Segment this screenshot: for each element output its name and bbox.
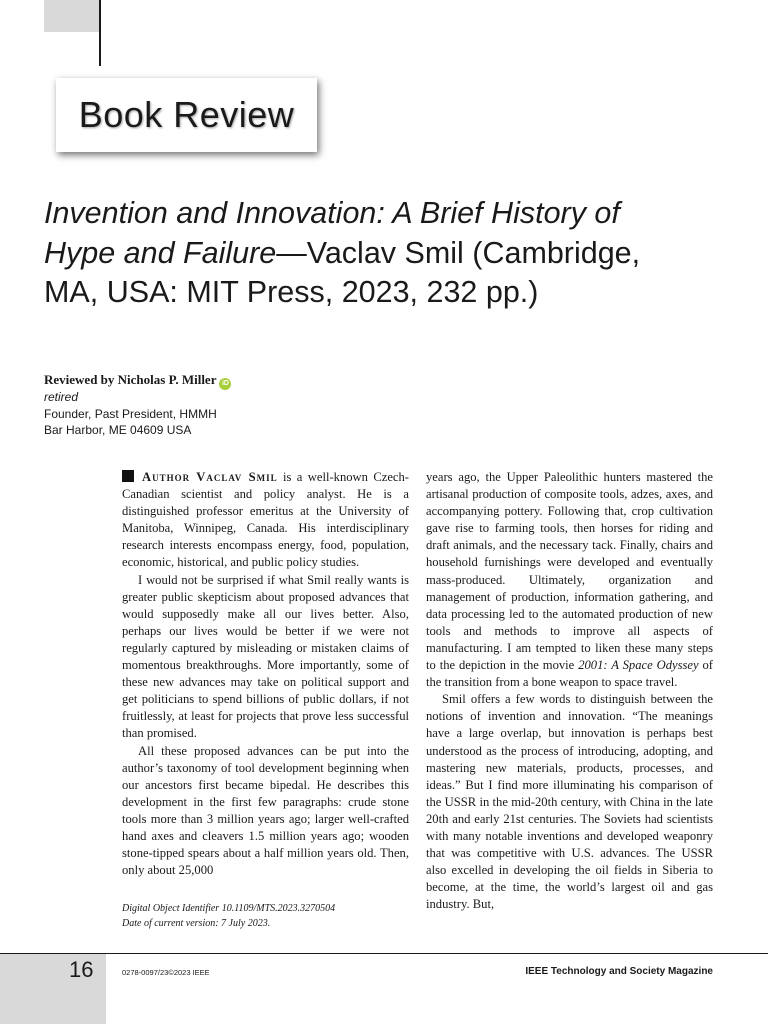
orcid-icon[interactable]: iD: [219, 378, 231, 390]
affiliation-line-2: Bar Harbor, ME 04609 USA: [44, 423, 192, 437]
header-gray-block: [44, 0, 99, 32]
lead-in: Author Vaclav Smil: [142, 470, 278, 484]
doi-line: Digital Object Identifier 10.1109/MTS.2023.3270504: [122, 903, 336, 914]
article-title: [44, 194, 684, 313]
page-number: 16: [69, 957, 94, 982]
affiliation-role: retired: [44, 390, 79, 404]
start-square-icon: [122, 470, 134, 482]
header-vertical-rule: [99, 0, 101, 66]
magazine-name: IEEE Technology and Society Magazine: [525, 966, 713, 977]
issn-copyright: 0278-0097/23©2023 IEEE: [122, 968, 210, 977]
date-line: Date of current version: 7 July 2023.: [122, 917, 271, 929]
affiliation-line-1: Founder, Past President, HMMH: [44, 406, 217, 421]
affiliation: [44, 389, 217, 439]
body-column-right: [426, 469, 713, 913]
paragraph-4: years ago, the Upper Paleolithic hunters mastered the artisanal production of composite tools, adzes, axes, and accompanying pottery. Following that, crop cultivation gave rise to farming tools, then horses for riding and draft animals, and the necessary tack. Finally, chairs and household furnishings were developed and eventually mass-produced. Ultimately, organization and management of production, information gathering, and data processing led to the automated production of new tools and methods to improve all aspects of manufacturing. I am tempted to liken these many steps to the depiction in the movie 2001: A Space Odyssey of the transition from a bone weapon to space travel.: [426, 470, 713, 690]
section-label: Book Review: [78, 94, 295, 135]
film-title: 2001: A Space Odyssey: [578, 658, 699, 673]
paragraph-3: All these proposed advances can be put into the author’s taxonomy of tool development beginning when our ancestors first became bipedal. He describes this development in the first few paragraphs: crude stone tools more than 3 million years ago; larger well-crafted hand axes and cleavers 1.5 million years ago; wooden stone-tipped spears about a half million years old. Then, only about 25,000: [122, 743, 409, 878]
doi-note: [122, 902, 335, 931]
book-title: Invention and Innovation: A Brief History of Hype and Failure: [44, 196, 620, 270]
body-column-left: [122, 469, 409, 879]
book-details: —Vaclav Smil (Cambridge, MA, USA: MIT Press, 2023, 232 pp.): [44, 235, 641, 309]
paragraph-2: I would not be surprised if what Smil really wants is greater public skepticism about proposed advances that would supposedly make all our lives better. Also, perhaps our lives would be better if we were not regularly captured by misleading or mistaken claims of momentous breakthroughs. More importantly, some of these new advances may take on political support and get politicians to spend billions of public dollars, if not fruitlessly, at least for projects that prove less successful than promised.: [122, 572, 409, 741]
paragraph-5: Smil offers a few words to distinguish between the notions of invention and innovation. “The meanings have a large overlap, but innovation is perhaps best understood as the process of introducing, adopting, and mastering new materials, products, processes, and ideas.” But I find more illuminating his comparison of the USSR in the mid-20th century, with China in the late 20th and early 21st centuries. The Soviets had scientists with many notable inventions and developed weaponry that was competitive with U.S. advances. The USSR also excelled in developing the oil fields in Siberia to become, at the time, the world’s largest oil and gas industry. But,: [426, 692, 713, 912]
reviewer-name: Reviewed by Nicholas P. Miller: [44, 372, 217, 387]
paragraph-1: Author Vaclav Smil is a well-known Czech-Canadian scientist and policy analyst. He is a distinguished professor emeritus at the University of Manitoba, Winnipeg, Canada. His interdisciplinary research interests encompass energy, food, population, economic, historical, and public policy studies.: [122, 470, 410, 570]
byline: [44, 372, 231, 390]
footer-rule: [0, 953, 768, 954]
section-banner: [56, 78, 317, 152]
